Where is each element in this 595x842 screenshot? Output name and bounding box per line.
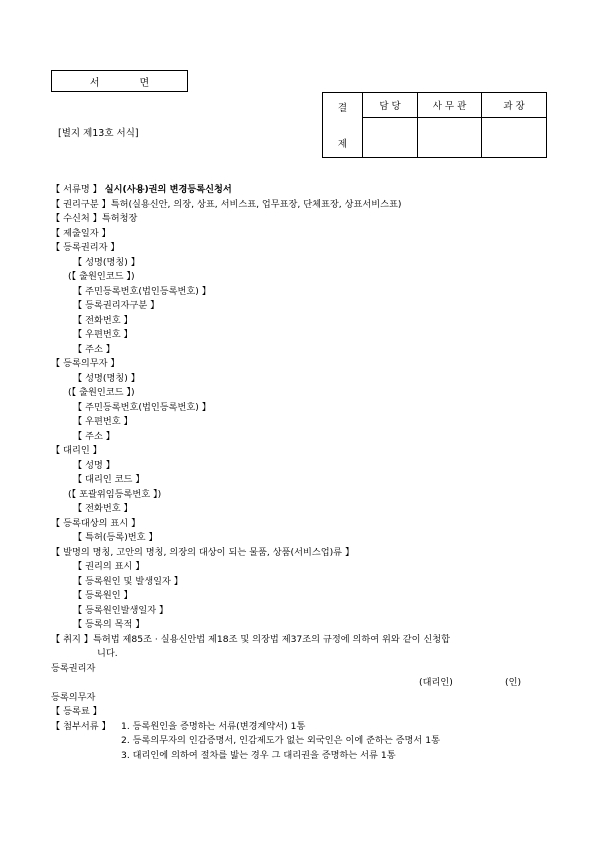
submit-date-label: 【 제출일자 】 <box>51 227 111 239</box>
registrant-name: 【 성명(명칭) 】 <box>73 256 140 268</box>
obligor-label: 【 등록의무자 】 <box>51 358 120 369</box>
right-type-row <box>51 198 571 213</box>
right-type-label: 【 권리구분 】 <box>51 198 111 210</box>
approval-side-top: 결 <box>337 103 348 114</box>
purport-row <box>51 633 571 648</box>
registrant-address: 【 주소 】 <box>73 343 115 355</box>
invention-cause-and-date: 【 등록원인 및 발생일자 】 <box>73 575 183 587</box>
obligor-resident-no: 【 주민등록번호(법인등록번호) 】 <box>73 401 211 413</box>
fee-label: 【 등록료 】 <box>51 706 102 717</box>
invention-cause: 【 등록원인 】 <box>73 590 133 601</box>
approval-col-officer: 사 무 관 <box>418 93 482 118</box>
obligor-address: 【 주소 】 <box>73 430 115 442</box>
recipient-row <box>51 212 571 227</box>
attachment-item: 2. 등록의무자의 인감증명서, 인감제도가 없는 외국인은 이에 준하는 증명서 1통 <box>121 735 440 746</box>
target-label: 【 등록대상의 표시 】 <box>51 517 141 529</box>
invention-purpose: 【 등록의 목적 】 <box>73 619 145 630</box>
registrant-applicant-code: (【 출원인코드 】) <box>68 271 135 282</box>
signature-agent: (대리인) <box>419 677 453 688</box>
agent-general-no: (【 포괄위임등록번호 】) <box>68 488 162 500</box>
obligor-postal: 【 우편번호 】 <box>73 416 133 427</box>
attachments-label: 【 첨부서류 】 <box>51 720 111 732</box>
agent-code: 【 대리인 코드 】 <box>73 474 145 485</box>
right-type-value: 특허(실용신안, 의장, 상표, 서비스표, 업무표장, 단체표장, 상표서비스표) <box>110 198 402 210</box>
approval-side-cell <box>323 93 363 158</box>
approval-table <box>322 92 547 158</box>
recipient-value: 특허청장 <box>101 213 138 224</box>
form-number: [별지 제13호 서식] <box>58 128 139 139</box>
document-type-label: 【 서류명 】 <box>51 184 102 195</box>
form-title-right: 면 <box>139 77 150 89</box>
registrant-postal: 【 우편번호 】 <box>73 329 133 340</box>
document-type-row <box>51 183 571 198</box>
document-type-value: 실시(사용)권의 변경등록신청서 <box>104 184 232 195</box>
recipient-label: 【 수신처 】 <box>51 213 102 224</box>
signature-registrant: 등록권리자 <box>51 662 96 674</box>
form-title-left: 서 <box>89 77 100 89</box>
registrant-label: 【 등록권리자 】 <box>51 242 120 253</box>
agent-label: 【 대리인 】 <box>51 445 102 456</box>
signature-seal: (인) <box>505 677 522 688</box>
attachment-item: 3. 대리인에 의하여 절차를 밟는 경우 그 대리권을 증명하는 서류 1통 <box>121 749 396 761</box>
signature-obligor: 등록의무자 <box>51 691 96 703</box>
approval-sign-officer[interactable] <box>418 118 482 158</box>
invention-right-display: 【 권리의 표시 】 <box>73 561 145 572</box>
purport-text-line2: 니다. <box>97 648 118 659</box>
purport-text-line1: 특허법 제85조 · 실용신안법 제18조 및 의장법 제37조의 규정에 의하여 위와 같이 신청합 <box>92 633 451 645</box>
approval-col-staff: 담 당 <box>363 93 418 118</box>
obligor-name: 【 성명(명칭) 】 <box>73 372 140 384</box>
purport-label: 【 취지 】 <box>51 633 93 645</box>
form-body <box>51 183 571 763</box>
agent-phone: 【 전화번호 】 <box>73 503 133 514</box>
invention-cause-date: 【 등록원인발생일자 】 <box>73 604 169 616</box>
agent-name: 【 성명 】 <box>73 459 115 471</box>
obligor-applicant-code: (【 출원인코드 】) <box>68 387 135 398</box>
approval-sign-director[interactable] <box>482 118 547 158</box>
registrant-resident-no: 【 주민등록번호(법인등록번호) 】 <box>73 285 211 297</box>
registrant-phone: 【 전화번호 】 <box>73 314 133 326</box>
signature-seal-row <box>51 676 571 691</box>
registrant-type: 【 등록권리자구분 】 <box>73 300 160 311</box>
approval-sign-staff[interactable] <box>363 118 418 158</box>
form-title-box <box>51 70 188 92</box>
target-patent-no: 【 특허(등록)번호 】 <box>73 532 158 543</box>
attachments-row <box>51 720 571 735</box>
invention-label: 【 발명의 명칭, 고안의 명칭, 의장의 대상이 되는 물품, 상품(서비스업)류 】 <box>51 546 355 558</box>
approval-side-bottom: 제 <box>337 139 348 150</box>
attachment-item: 1. 등록원인을 증명하는 서류(변경계약서) 1통 <box>121 720 306 732</box>
approval-col-director: 과 장 <box>482 93 547 118</box>
